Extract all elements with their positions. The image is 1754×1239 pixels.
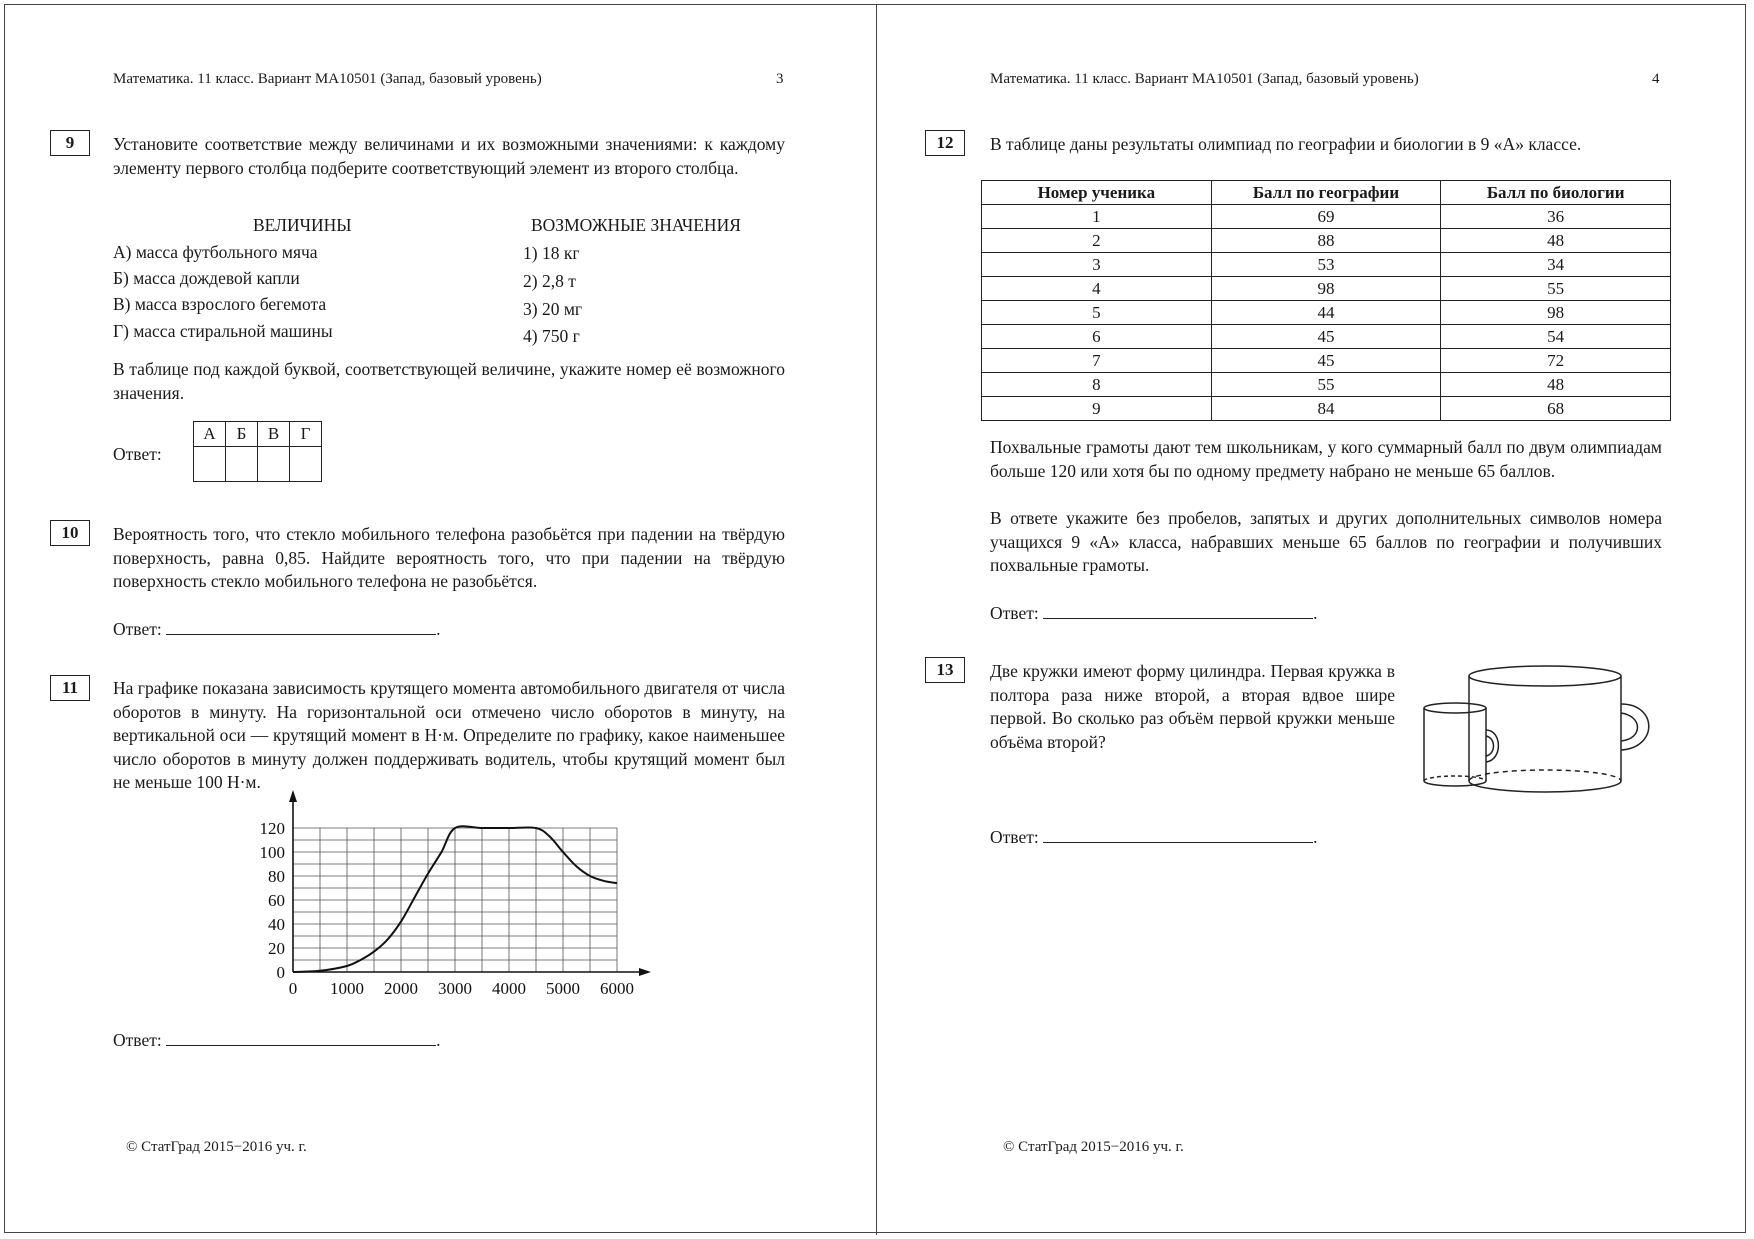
- y-tick-label: 80: [268, 867, 285, 886]
- question-11-answer-row: [113, 1029, 440, 1051]
- question-9-value-4: 4) 750 г: [523, 326, 580, 346]
- question-13-text: Две кружки имеют форму цилиндра. Первая кружка в полтора раза ниже второй, а вторая вдвое шире первой. Во сколько раз объём первой кружки меньше объёма второй?: [990, 661, 1395, 752]
- right-page-number: 4: [1652, 71, 1660, 87]
- table-cell: 68: [1441, 397, 1671, 421]
- right-page-footer: © СтатГрад 2015−2016 уч. г.: [1003, 1139, 1184, 1155]
- table-cell: 55: [1211, 373, 1441, 397]
- question-13-answer-row: [990, 826, 1317, 848]
- table-row: [982, 229, 1671, 253]
- y-tick-label: 20: [268, 939, 285, 958]
- y-tick-label: 120: [259, 819, 285, 838]
- table-row: [982, 253, 1671, 277]
- question-12-text-2: Похвальные грамоты дают тем школьникам, у кого суммарный балл по двум олимпиадам больше 120 или хотя бы по одному предмету набрано не меньше 65 баллов.: [990, 437, 1662, 481]
- y-tick-label: 100: [259, 843, 285, 862]
- table-cell: 55: [1441, 277, 1671, 301]
- answer-cell-b[interactable]: [226, 447, 258, 482]
- question-9-quantity-d: Г) масса стиральной машины: [113, 321, 333, 341]
- y-tick-label: 60: [268, 891, 285, 910]
- question-11-text: На графике показана зависимость крутящего момента автомобильного двигателя от числа оборотов в минуту. На горизонтальной оси отмечено число оборотов в минуту, на вертикальной оси — крутящий момент в Н·м. Определите по графику, какое наименьшее число оборотов в минуту должен поддерживать водитель, чтобы крутящий момент был не меньше 100 Н·м.: [113, 678, 786, 792]
- answer-letter-b: Б: [226, 422, 258, 447]
- question-13-answer-line[interactable]: [1043, 826, 1313, 843]
- x-axis-arrow: [639, 968, 651, 976]
- table-header-row: [982, 181, 1671, 205]
- question-12-answer-end: .: [1313, 603, 1318, 623]
- question-13-answer-label: Ответ:: [990, 827, 1039, 847]
- chart-grid: [293, 828, 617, 972]
- table-row: [982, 373, 1671, 397]
- table-cell: 45: [1211, 349, 1441, 373]
- table-cell: 4: [982, 277, 1212, 301]
- question-9-answer-table: [193, 421, 322, 482]
- table-row: [982, 205, 1671, 229]
- table-cell: 44: [1211, 301, 1441, 325]
- question-12-text-3: В ответе укажите без пробелов, запятых и других дополнительных символов номера учащихся 9 «А» класса, набравших меньше 65 баллов по географии и получивших похвальные грамоты.: [990, 508, 1662, 575]
- question-11-number: 11: [50, 675, 90, 701]
- table-row: [982, 277, 1671, 301]
- question-10-answer-label: Ответ:: [113, 619, 162, 639]
- answer-cell-d[interactable]: [290, 447, 322, 482]
- question-12-answer-label: Ответ:: [990, 603, 1039, 623]
- x-tick-label: 1000: [330, 979, 364, 998]
- table-cell: 45: [1211, 325, 1441, 349]
- table-cell: 1: [982, 205, 1212, 229]
- table-cell: 8: [982, 373, 1212, 397]
- x-tick-label: 6000: [600, 979, 634, 998]
- table-row: [982, 397, 1671, 421]
- question-11-answer-line[interactable]: [166, 1029, 436, 1046]
- table-cell: 7: [982, 349, 1212, 373]
- question-10-answer-end: .: [436, 619, 441, 639]
- x-tick-label: 2000: [384, 979, 418, 998]
- question-9-col2-title: ВОЗМОЖНЫЕ ЗНАЧЕНИЯ: [531, 215, 741, 235]
- x-tick-label: 3000: [438, 979, 472, 998]
- question-9-answer-label: Ответ:: [113, 444, 162, 464]
- page-divider: [876, 4, 877, 1235]
- left-page-footer: © СтатГрад 2015−2016 уч. г.: [126, 1139, 307, 1155]
- y-axis-arrow: [289, 790, 297, 802]
- table-cell: 53: [1211, 253, 1441, 277]
- question-9-number: 9: [50, 130, 90, 156]
- torque-chart: [215, 785, 655, 1015]
- table-header-cell: Балл по географии: [1211, 181, 1441, 205]
- table-cell: 72: [1441, 349, 1671, 373]
- table-cell: 48: [1441, 373, 1671, 397]
- table-cell: 98: [1211, 277, 1441, 301]
- question-9-text: Установите соответствие между величинами и их возможными значениями: к каждому элементу первого столбца подберите соответствующий элемент из второго столбца.: [113, 134, 785, 178]
- olympiad-results-table: [981, 180, 1671, 421]
- table-cell: 9: [982, 397, 1212, 421]
- table-cell: 36: [1441, 205, 1671, 229]
- left-page-number: 3: [776, 71, 784, 87]
- answer-letter-c: В: [258, 422, 290, 447]
- table-cell: 5: [982, 301, 1212, 325]
- table-cell: 98: [1441, 301, 1671, 325]
- right-page-header: Математика. 11 класс. Вариант МА10501 (Запад, базовый уровень): [990, 71, 1419, 87]
- question-9-col1-title: ВЕЛИЧИНЫ: [253, 215, 352, 235]
- table-header-cell: Номер ученика: [982, 181, 1212, 205]
- question-10-text: Вероятность того, что стекло мобильного телефона разобьётся при падении на твёрдую поверхность, равна 0,85. Найдите вероятность того, что при падении на твёрдую поверхность стекло мобильного телефона не разобьётся.: [113, 524, 785, 591]
- question-12-number: 12: [925, 130, 965, 156]
- question-9-quantity-b: Б) масса дождевой капли: [113, 268, 300, 288]
- answer-cell-c[interactable]: [258, 447, 290, 482]
- question-9-value-1: 1) 18 кг: [523, 243, 580, 263]
- table-cell: 84: [1211, 397, 1441, 421]
- table-cell: 34: [1441, 253, 1671, 277]
- y-tick-label: 40: [268, 915, 285, 934]
- question-9-quantity-a: А) масса футбольного мяча: [113, 242, 318, 262]
- question-9-instruction: В таблице под каждой буквой, соответствующей величине, укажите номер её возможного значения.: [113, 359, 785, 403]
- answer-cell-a[interactable]: [194, 447, 226, 482]
- left-page-header: Математика. 11 класс. Вариант МА10501 (Запад, базовый уровень): [113, 71, 542, 87]
- table-cell: 69: [1211, 205, 1441, 229]
- question-9-quantity-c: В) масса взрослого бегемота: [113, 294, 327, 314]
- y-tick-label: 0: [276, 963, 285, 982]
- large-mug: [1469, 666, 1649, 792]
- table-cell: 6: [982, 325, 1212, 349]
- table-row: [982, 349, 1671, 373]
- question-9-value-2: 2) 2,8 т: [523, 271, 576, 291]
- table-cell: 48: [1441, 229, 1671, 253]
- question-11-answer-end: .: [436, 1030, 441, 1050]
- mugs-illustration: [1410, 660, 1665, 795]
- question-12-text: В таблице даны результаты олимпиад по географии и биологии в 9 «А» классе.: [990, 134, 1582, 154]
- x-tick-label: 5000: [546, 979, 580, 998]
- table-cell: 2: [982, 229, 1212, 253]
- question-9-value-3: 3) 20 мг: [523, 299, 583, 319]
- x-tick-label: 4000: [492, 979, 526, 998]
- table-cell: 3: [982, 253, 1212, 277]
- question-10-answer-row: [113, 618, 440, 640]
- answer-letter-a: А: [194, 422, 226, 447]
- question-13-answer-end: .: [1313, 827, 1318, 847]
- table-cell: 88: [1211, 229, 1441, 253]
- question-10-number: 10: [50, 520, 90, 546]
- table-row: [982, 301, 1671, 325]
- question-13-number: 13: [925, 657, 965, 683]
- answer-letter-d: Г: [290, 422, 322, 447]
- question-12-answer-row: [990, 602, 1317, 624]
- question-11-answer-label: Ответ:: [113, 1030, 162, 1050]
- table-header-cell: Балл по биологии: [1441, 181, 1671, 205]
- question-12-answer-line[interactable]: [1043, 602, 1313, 619]
- question-10-answer-line[interactable]: [166, 618, 436, 635]
- table-cell: 54: [1441, 325, 1671, 349]
- x-tick-label: 0: [288, 979, 298, 998]
- table-row: [982, 325, 1671, 349]
